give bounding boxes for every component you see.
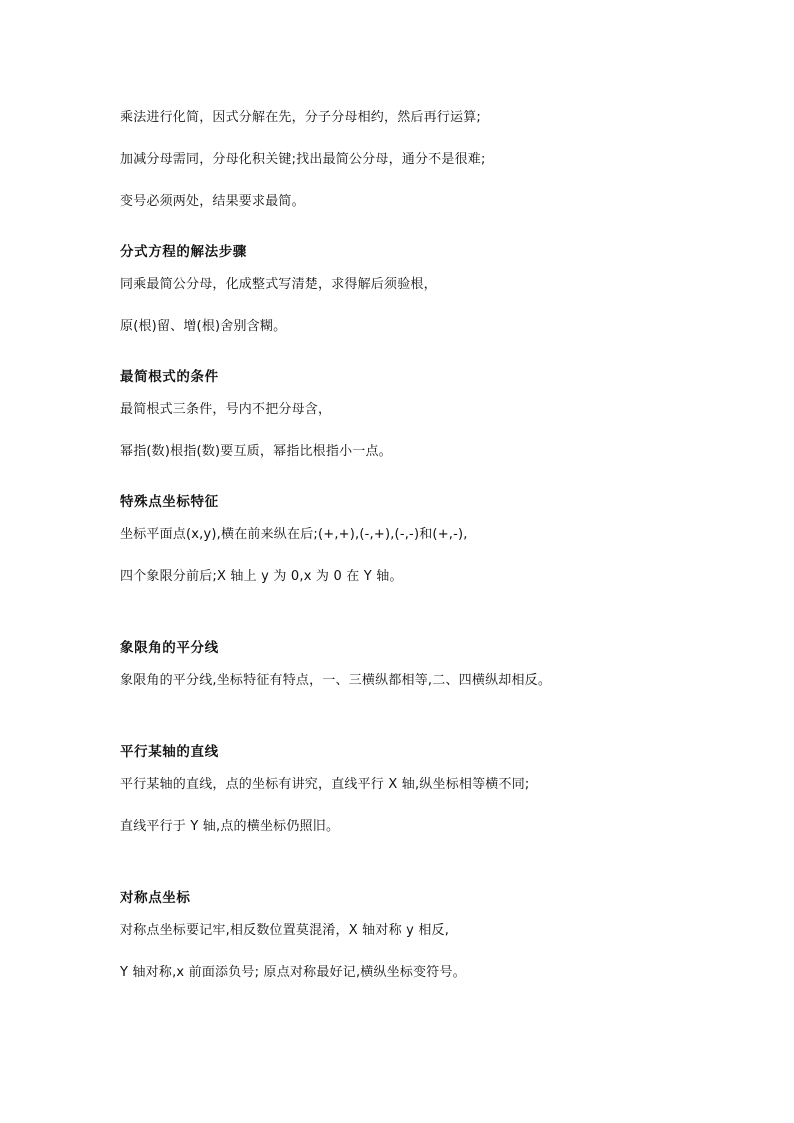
section-line: 坐标平面点(x,y),横在前来纵在后;(+,+),(-,+),(-,-)和(+,-), [120,527,468,542]
section-line: 同乘最简公分母，化成整式写清楚，求得解后须验根， [120,277,437,292]
intro-line-1: 乘法进行化简，因式分解在先，分子分母相约，然后再行运算; [120,110,481,125]
section-line: 对称点坐标要记牢,相反数位置莫混淆，X 轴对称 y 相反, [120,923,450,938]
section-line: 平行某轴的直线，点的坐标有讲究，直线平行 X 轴,纵坐标相等横不同; [120,777,530,792]
section-heading-special-point-coordinates: 特殊点坐标特征 [120,494,219,510]
section-line: 四个象限分前后;X 轴上 y 为 0,x 为 0 在 Y 轴。 [120,569,403,584]
section-heading-quadrant-bisector: 象限角的平分线 [120,640,219,656]
section-line: Y 轴对称,x 前面添负号; 原点对称最好记,横纵坐标变符号。 [120,965,466,980]
section-heading-parallel-axis-line: 平行某轴的直线 [120,744,219,760]
intro-line-2: 加减分母需同，分母化积关键;找出最简公分母，通分不是很难; [120,152,486,167]
section-line: 原(根)留、增(根)舍别含糊。 [120,319,287,334]
section-line: 最简根式三条件，号内不把分母含， [120,402,332,417]
section-line: 象限角的平分线,坐标特征有特点，一、三横纵都相等,二、四横纵却相反。 [120,673,552,688]
section-line: 幂指(数)根指(数)要互质，幂指比根指小一点。 [120,444,392,459]
section-line: 直线平行于 Y 轴,点的横坐标仍照旧。 [120,819,340,834]
section-heading-symmetric-point-coordinates: 对称点坐标 [120,890,191,906]
section-heading-simplest-radical: 最简根式的条件 [120,369,219,385]
section-heading-fractional-equation: 分式方程的解法步骤 [120,244,247,260]
intro-line-3: 变号必须两处，结果要求最简。 [120,194,305,209]
